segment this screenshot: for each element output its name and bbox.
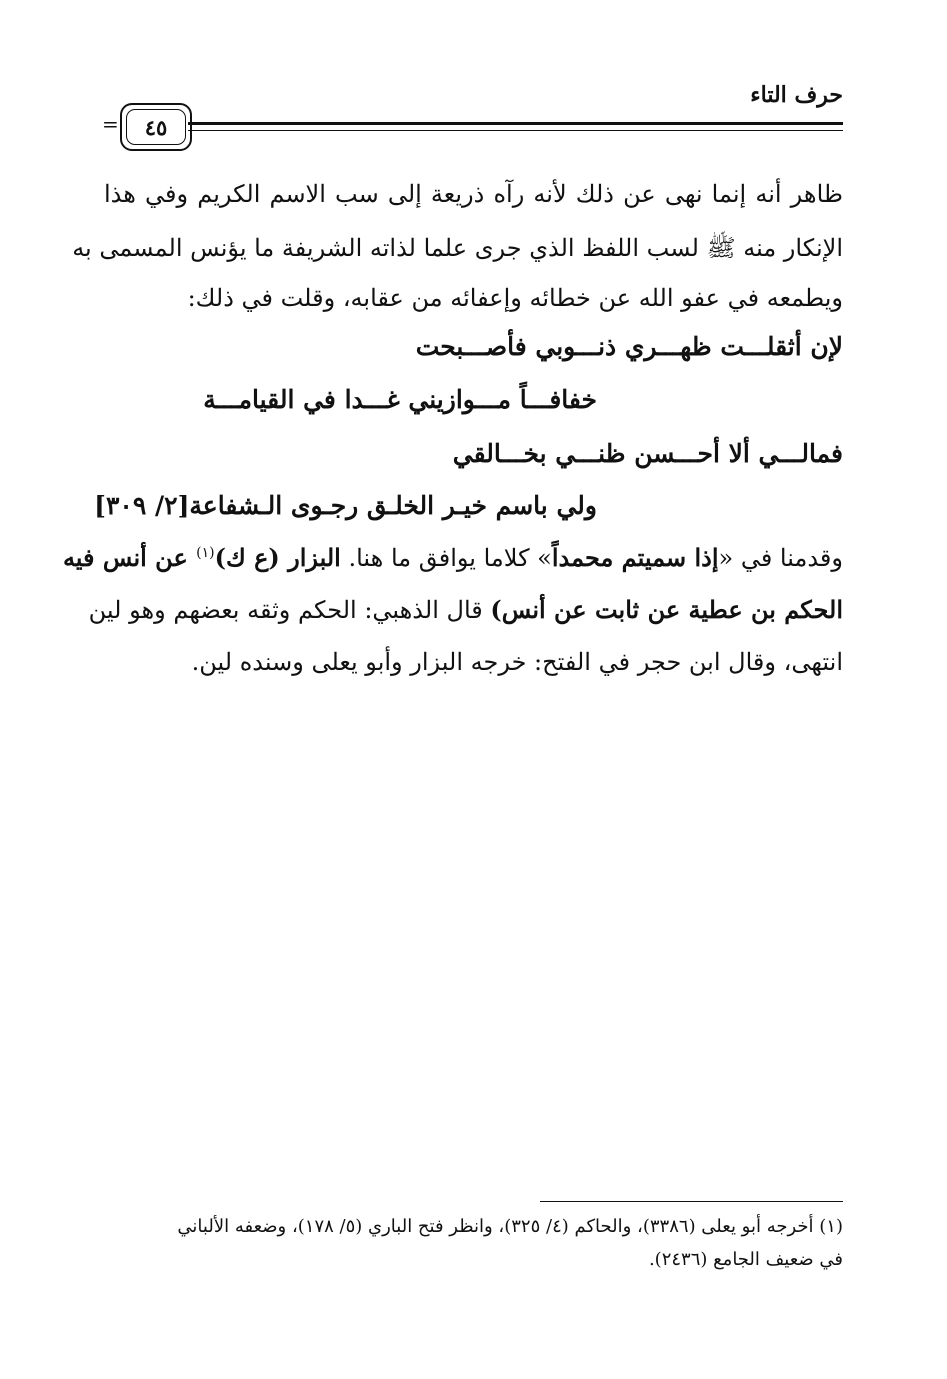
source-reference: البزار (ع ك) <box>214 543 341 572</box>
verse-line-1: لإن أثقلـــت ظهـــري ذنـــوبي فأصـــبحت <box>415 332 843 361</box>
footnote-line-1: (١) أخرجه أبو يعلى (٣٣٨٦)، والحاكم (٤/ ٣٢٥)، وانظر فتح الباري (٥/ ١٧٨)، وضعفه الألباني <box>177 1216 843 1237</box>
ornament-mark: = <box>102 112 119 136</box>
body-line-3: ويطمعه في عفو الله عن خطائه وإعفائه من عقابه، وقلت في ذلك: <box>187 284 843 312</box>
verse-line-4: ولي باسم خيـر الخلـق رجـوى الـشفاعة[٢/ ٣٠٩] <box>94 491 597 520</box>
body-line-6: انتهى، وقال ابن حجر في الفتح: خرجه البزار وأبو يعلى وسنده لين. <box>191 648 843 676</box>
footnote-marker: (١) <box>196 545 215 561</box>
header-rule <box>188 122 843 131</box>
text-segment-bold: عن أنس فيه <box>62 543 197 572</box>
body-line-5 <box>88 590 843 630</box>
text-segment: وقدمنا في « <box>718 544 843 572</box>
page-number-frame <box>120 103 192 151</box>
footnote-separator <box>540 1201 843 1202</box>
page-number: ٤٥ <box>126 109 186 145</box>
body-line-4 <box>62 538 843 578</box>
footnote-line-2: في ضعيف الجامع (٢٤٣٦). <box>648 1249 843 1270</box>
body-line-1: ظاهر أنه إنما نهى عن ذلك لأنه رآه ذريعة إلى سب الاسم الكريم وفي هذا <box>104 180 843 208</box>
chapter-title: حرف التاء <box>750 82 843 108</box>
text-segment-bold: الحكم بن عطية عن ثابت عن أنس) <box>490 595 843 624</box>
body-line-2: الإنكار منه ﷺ لسب اللفظ الذي جرى علما لذاته الشريفة ما يؤنس المسمى به <box>72 234 843 262</box>
reference-title: إذا سميتم محمداً <box>551 543 719 572</box>
verse-line-2: خفافـــاً مـــوازيني غـــدا في القيامـــة <box>203 385 597 414</box>
text-segment: » كلاما يوافق ما هنا. <box>340 544 552 572</box>
verse-line-3: فمالـــي ألا أحـــسن ظنـــي بخـــالقي <box>452 439 843 468</box>
text-segment: قال الذهبي: الحكم وثقه بعضهم وهو لين <box>88 596 491 624</box>
